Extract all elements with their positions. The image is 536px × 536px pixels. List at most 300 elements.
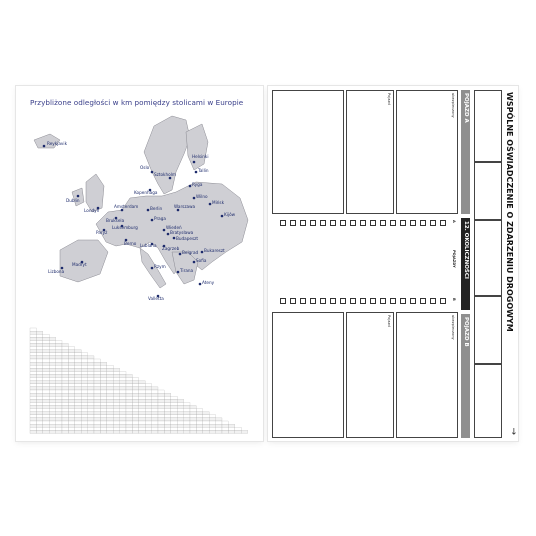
distance-table [28, 324, 253, 436]
distance-cell [94, 371, 100, 374]
distance-cell [94, 368, 100, 371]
distance-cell [30, 393, 36, 396]
distance-cell [164, 412, 170, 415]
city-label: Bukareszt [204, 248, 225, 253]
distance-cell [43, 356, 49, 359]
arrow-icon: → [508, 427, 518, 435]
distance-cell [68, 381, 74, 384]
distance-cell [56, 378, 62, 381]
distance-cell [94, 381, 100, 384]
distance-cell [36, 406, 42, 409]
distance-cell [43, 359, 49, 362]
distance-cell [132, 427, 138, 430]
distance-cell [56, 387, 62, 390]
distance-cell [56, 415, 62, 418]
distance-cell [88, 359, 94, 362]
distance-cell [56, 424, 62, 427]
distance-cell [36, 424, 42, 427]
distance-cell [139, 430, 145, 433]
distance-cell [43, 412, 49, 415]
city-label: Wiedeń [166, 225, 182, 230]
form-title: WSPÓLNE OŚWIADCZENIE O ZDARZENIU DROGOWYM [505, 92, 514, 332]
distance-cell [171, 396, 177, 399]
city-label: Ryga [192, 182, 203, 187]
city-label: Oslo [140, 165, 150, 170]
distance-cell [43, 368, 49, 371]
distance-cell [36, 415, 42, 418]
circumstance-checkbox[interactable] [330, 220, 336, 226]
distance-cell [81, 384, 87, 387]
distance-cell [62, 365, 68, 368]
iberia-shape [60, 240, 108, 282]
distance-cell [100, 430, 106, 433]
distance-cell [68, 406, 74, 409]
distance-cell [88, 415, 94, 418]
circumstance-checkbox[interactable] [390, 220, 396, 226]
distance-cell [62, 356, 68, 359]
distance-cell [56, 344, 62, 347]
distance-cell [107, 393, 113, 396]
distance-cell [184, 402, 190, 405]
distance-cell [68, 350, 74, 353]
distance-cell [152, 406, 158, 409]
distance-cell [30, 430, 36, 433]
distance-cell [126, 430, 132, 433]
distance-cell [107, 368, 113, 371]
distance-cell [94, 362, 100, 365]
distance-cell [68, 396, 74, 399]
distance-cell [152, 409, 158, 412]
distance-cell [75, 396, 81, 399]
distance-cell [126, 378, 132, 381]
distance-cell [113, 381, 119, 384]
distance-cell [88, 402, 94, 405]
distance-cell [171, 424, 177, 427]
circumstance-checkbox[interactable] [280, 298, 286, 304]
distance-cell [126, 415, 132, 418]
distance-cell [120, 415, 126, 418]
distance-cell [56, 421, 62, 424]
distance-cell [36, 402, 42, 405]
distance-cell [81, 375, 87, 378]
circumstance-checkbox[interactable] [410, 220, 416, 226]
distance-cell [132, 412, 138, 415]
distance-cell [49, 384, 55, 387]
distance-cell [68, 402, 74, 405]
distance-cell [68, 427, 74, 430]
distance-cell [30, 418, 36, 421]
distance-cell [49, 406, 55, 409]
circumstance-checkbox[interactable] [290, 298, 296, 304]
distance-cell [56, 365, 62, 368]
circumstance-checkbox[interactable] [300, 220, 306, 226]
distance-cell [49, 427, 55, 430]
distance-cell [158, 421, 164, 424]
distance-cell [43, 378, 49, 381]
distance-cell [62, 350, 68, 353]
circumstance-checkbox[interactable] [390, 298, 396, 304]
distance-cell [49, 350, 55, 353]
distance-cell [132, 430, 138, 433]
distance-cell [88, 393, 94, 396]
distance-cell [94, 430, 100, 433]
distance-cell [113, 409, 119, 412]
circumstance-checkbox[interactable] [370, 298, 376, 304]
distance-cell [107, 390, 113, 393]
distance-cell [107, 409, 113, 412]
distance-cell [228, 424, 234, 427]
circumstance-checkbox[interactable] [320, 298, 326, 304]
distance-cell [171, 399, 177, 402]
distance-cell [43, 393, 49, 396]
distance-cell [158, 427, 164, 430]
circumstance-checkbox[interactable] [360, 298, 366, 304]
distance-cell [88, 390, 94, 393]
distance-cell [209, 430, 215, 433]
distance-cell [164, 399, 170, 402]
distance-cell [158, 396, 164, 399]
distance-cell [196, 412, 202, 415]
circumstance-checkbox[interactable] [350, 220, 356, 226]
distance-cell [88, 378, 94, 381]
distance-cell [100, 415, 106, 418]
circumstance-checkbox[interactable] [370, 220, 376, 226]
distance-cell [100, 384, 106, 387]
distance-cell [190, 406, 196, 409]
witnesses-box [474, 364, 502, 438]
distance-cell [56, 409, 62, 412]
distance-cell [203, 427, 209, 430]
distance-cell [68, 424, 74, 427]
distance-cell [81, 387, 87, 390]
distance-cell [216, 430, 222, 433]
distance-cell [120, 412, 126, 415]
distance-cell [62, 371, 68, 374]
distance-cell [75, 378, 81, 381]
distance-cell [62, 381, 68, 384]
distance-cell [62, 378, 68, 381]
distance-cell [43, 390, 49, 393]
circumstance-checkbox[interactable] [400, 220, 406, 226]
circumstance-checkbox[interactable] [420, 220, 426, 226]
circumstance-checkbox[interactable] [310, 298, 316, 304]
distance-cell [62, 387, 68, 390]
injured-box [474, 220, 502, 296]
distance-cell [56, 402, 62, 405]
distance-cell [68, 409, 74, 412]
distance-cell [100, 427, 106, 430]
circumstance-checkbox[interactable] [440, 220, 446, 226]
distance-cell [68, 347, 74, 350]
distance-cell [68, 393, 74, 396]
distance-cell [62, 390, 68, 393]
distance-cell [30, 412, 36, 415]
distance-cell [75, 412, 81, 415]
distance-cell [94, 402, 100, 405]
distance-cell [43, 427, 49, 430]
distance-cell [30, 399, 36, 402]
distance-cell [56, 412, 62, 415]
distance-cell [43, 334, 49, 337]
distance-cell [184, 418, 190, 421]
distance-cell [139, 412, 145, 415]
distance-cell [145, 427, 151, 430]
distance-cell [100, 406, 106, 409]
distance-cell [49, 365, 55, 368]
circumstance-checkbox[interactable] [420, 298, 426, 304]
distance-cell [68, 418, 74, 421]
distance-cell [43, 365, 49, 368]
circumstance-checkbox[interactable] [350, 298, 356, 304]
distance-cell [107, 430, 113, 433]
distance-cell [88, 362, 94, 365]
vehicle-a-insured-box [396, 90, 458, 214]
distance-cell [113, 421, 119, 424]
distance-cell [177, 424, 183, 427]
distance-cell [88, 409, 94, 412]
distance-cell [222, 424, 228, 427]
distance-cell [56, 347, 62, 350]
distance-cell [49, 393, 55, 396]
distance-cell [30, 347, 36, 350]
circumstance-checkbox[interactable] [320, 220, 326, 226]
circumstance-checkbox[interactable] [380, 298, 386, 304]
city-label: Amsterdam [114, 204, 139, 209]
distance-cell [75, 384, 81, 387]
distance-cell [36, 393, 42, 396]
distance-cell [107, 424, 113, 427]
distance-cell [190, 424, 196, 427]
distance-cell [49, 344, 55, 347]
distance-cell [152, 402, 158, 405]
circumstance-checkbox[interactable] [340, 220, 346, 226]
distance-cell [49, 412, 55, 415]
distance-cell [139, 418, 145, 421]
accident-form [268, 86, 518, 441]
distance-cell [75, 427, 81, 430]
distance-cell [75, 409, 81, 412]
distance-cell [62, 353, 68, 356]
vehicle-b-insured-label: ubezpieczony [451, 315, 455, 340]
distance-cell [49, 415, 55, 418]
distance-cell [94, 387, 100, 390]
distance-cell [139, 390, 145, 393]
uk-shape [86, 174, 104, 212]
distance-cell [94, 409, 100, 412]
circumstance-checkbox[interactable] [440, 298, 446, 304]
distance-cell [171, 415, 177, 418]
distance-cell [113, 375, 119, 378]
circumstance-checkbox[interactable] [430, 298, 436, 304]
distance-cell [36, 396, 42, 399]
city-label: Dublin [66, 198, 80, 203]
distance-cell [75, 418, 81, 421]
distance-cell [164, 396, 170, 399]
distance-cell [132, 415, 138, 418]
distance-cell [152, 418, 158, 421]
circumstance-checkbox[interactable] [380, 220, 386, 226]
distance-cell [107, 384, 113, 387]
distance-cell [126, 406, 132, 409]
distance-cell [113, 418, 119, 421]
distance-cell [30, 424, 36, 427]
distance-cell [30, 421, 36, 424]
circumstance-checkbox[interactable] [330, 298, 336, 304]
circumstance-checkbox[interactable] [310, 220, 316, 226]
distance-cell [30, 353, 36, 356]
circumstance-checkbox[interactable] [290, 220, 296, 226]
distance-cell [164, 424, 170, 427]
distance-cell [120, 418, 126, 421]
distance-cell [107, 402, 113, 405]
distance-cell [43, 362, 49, 365]
distance-cell [120, 399, 126, 402]
distance-cell [30, 396, 36, 399]
circumstance-checkbox[interactable] [340, 298, 346, 304]
map-title: Przybliżone odległości w km pomiędzy stolicami w Europie [30, 98, 244, 107]
distance-cell [132, 406, 138, 409]
circumstance-checkbox[interactable] [280, 220, 286, 226]
distance-cell [164, 402, 170, 405]
distance-cell [113, 399, 119, 402]
distance-cell [94, 390, 100, 393]
distance-cell [81, 381, 87, 384]
distance-cell [75, 381, 81, 384]
distance-cell [30, 368, 36, 371]
distance-cell [216, 418, 222, 421]
distance-cell [88, 421, 94, 424]
distance-cell [94, 412, 100, 415]
distance-cell [81, 415, 87, 418]
distance-cell [139, 381, 145, 384]
distance-cell [30, 387, 36, 390]
distance-cell [30, 427, 36, 430]
distance-cell [62, 421, 68, 424]
distance-cell [100, 371, 106, 374]
distance-cell [94, 396, 100, 399]
circumstance-checkbox[interactable] [300, 298, 306, 304]
distance-cell [36, 340, 42, 343]
vehicle-b-vehicle-box [346, 312, 394, 438]
distance-cell [62, 412, 68, 415]
city-label: Zagrzeb [162, 246, 180, 251]
distance-cell [81, 359, 87, 362]
distance-cell [43, 340, 49, 343]
distance-cell [190, 409, 196, 412]
distance-cell [94, 393, 100, 396]
distance-cell [75, 424, 81, 427]
distance-cell [145, 393, 151, 396]
distance-cell [107, 381, 113, 384]
distance-cell [36, 427, 42, 430]
distance-cell [145, 409, 151, 412]
finland-shape [186, 124, 208, 170]
distance-cell [88, 406, 94, 409]
distance-cell [145, 399, 151, 402]
distance-cell [171, 406, 177, 409]
distance-cell [132, 396, 138, 399]
distance-cell [145, 412, 151, 415]
distance-cell [49, 387, 55, 390]
distance-cell [49, 381, 55, 384]
distance-cell [75, 371, 81, 374]
distance-cell [113, 430, 119, 433]
distance-cell [132, 387, 138, 390]
distance-cell [49, 399, 55, 402]
distance-cell [30, 331, 36, 334]
distance-cell [126, 387, 132, 390]
distance-cell [49, 359, 55, 362]
distance-cell [132, 399, 138, 402]
distance-cell [120, 371, 126, 374]
distance-cell [43, 353, 49, 356]
distance-cell [107, 378, 113, 381]
city-label: Paryż [96, 230, 108, 235]
distance-cell [30, 390, 36, 393]
distance-cell [216, 427, 222, 430]
city-label: Belgrad [182, 250, 199, 255]
distance-cell [145, 424, 151, 427]
distance-cell [152, 387, 158, 390]
vehicles-label: POJAZDY [452, 250, 456, 268]
distance-cell [36, 362, 42, 365]
distance-cell [81, 427, 87, 430]
distance-cell [203, 421, 209, 424]
distance-cell [171, 427, 177, 430]
distance-cell [235, 430, 241, 433]
distance-cell [145, 396, 151, 399]
distance-cell [75, 402, 81, 405]
distance-cell [43, 375, 49, 378]
distance-cell [43, 381, 49, 384]
distance-cell [113, 412, 119, 415]
distance-cell [75, 387, 81, 390]
distance-cell [30, 359, 36, 362]
distance-cell [88, 399, 94, 402]
distance-cell [126, 409, 132, 412]
distance-cell [152, 390, 158, 393]
circumstance-checkbox[interactable] [430, 220, 436, 226]
distance-cell [94, 378, 100, 381]
distance-cell [107, 371, 113, 374]
distance-cell [56, 430, 62, 433]
distance-cell [30, 356, 36, 359]
europe-map [26, 112, 254, 302]
distance-cell [126, 418, 132, 421]
distance-cell [94, 421, 100, 424]
distance-cell [120, 402, 126, 405]
distance-cell [68, 362, 74, 365]
distance-cell [113, 368, 119, 371]
distance-cell [209, 427, 215, 430]
distance-cell [81, 368, 87, 371]
distance-cell [43, 347, 49, 350]
right-page [268, 86, 518, 441]
distance-cell [139, 384, 145, 387]
circumstance-checkbox[interactable] [410, 298, 416, 304]
distance-cell [49, 396, 55, 399]
distance-cell [81, 424, 87, 427]
distance-cell [68, 375, 74, 378]
distance-cell [113, 415, 119, 418]
distance-cell [43, 402, 49, 405]
circumstance-checkbox[interactable] [400, 298, 406, 304]
distance-cell [62, 424, 68, 427]
distance-cell [177, 399, 183, 402]
circumstance-checkbox[interactable] [360, 220, 366, 226]
distance-cell [132, 381, 138, 384]
distance-cell [100, 362, 106, 365]
